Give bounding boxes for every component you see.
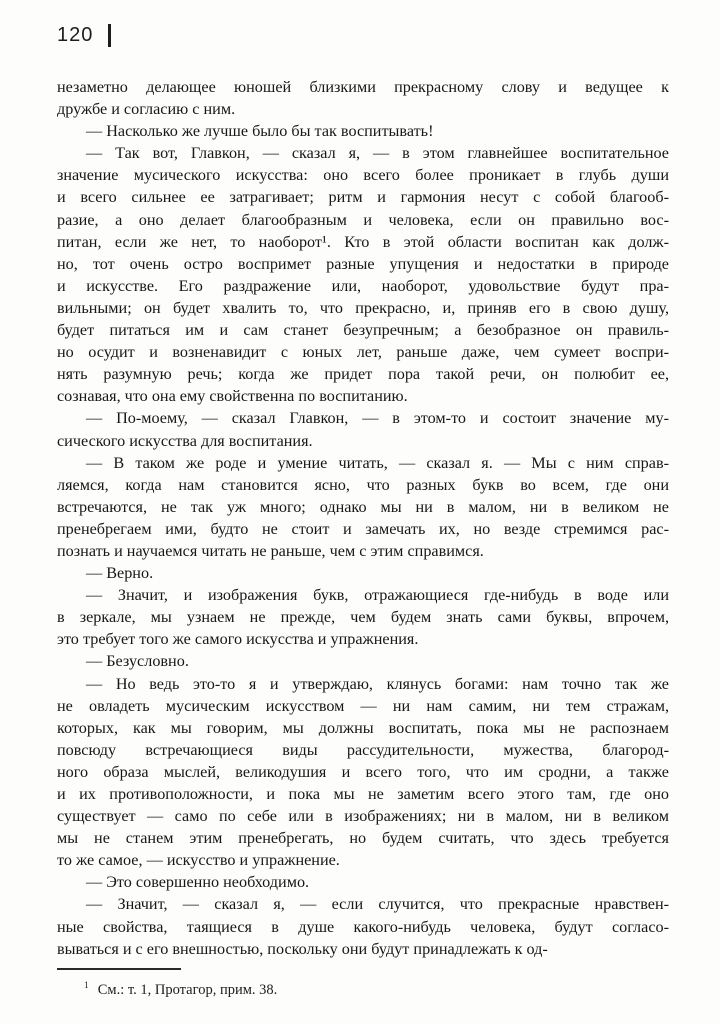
text-line: сознавая, что она ему свойственна по воспитанию. [57,387,408,406]
text-line: вываться и с его внешностью, поскольку они будут принадлежать к од- [57,939,548,958]
text-line: но, тот очень остро воспримет разные упущения и недостатки в природе [57,254,669,273]
text-line: мы не станем этим пренебрегать, но будем считать, что здесь требуется [57,829,669,848]
text-line: питан, если же нет, то наоборот¹. Кто в этой области воспитан как долж- [57,232,669,251]
text-line: разие, а оно делает благообразным и человека, если он правильно вос- [57,210,669,229]
text-line: нять разумную речь; когда же придет пора такой речи, он полюбит ее, [57,365,669,384]
text-line: ляемся, когда нам становится ясно, что разных букв во всем, где они [57,475,669,494]
text-line: — Верно. [86,564,154,583]
text-line: не овладеть мусическим искусством — ни нам самим, ни тем стражам, [57,696,669,715]
text-line: — Значит, и изображения букв, отражающиеся где-нибудь в воде или [86,586,669,605]
page-body [57,76,669,960]
page-header [57,24,111,47]
footnote-text: См.: т. 1, Протагор, прим. 38. [97,981,278,998]
text-line: незаметно делающее юношей близкими прекрасному слову и ведущее к [57,78,669,96]
text-line: будет питаться им и сам станет безупречным; а безобразное он правиль- [57,321,669,340]
text-line: значение мусического искусства: оно всего более проникает в глубь души [57,166,669,185]
footnote [57,968,669,999]
text-line: то же самое, — искусство и упражнение. [57,851,340,870]
text-line: повсюду встречающиеся виды рассудительности, мужества, благород- [57,740,669,759]
text-line: — Насколько же лучше было бы так воспитывать! [86,122,434,141]
text-line: это требует того же самого искусства и упражнения. [57,630,419,649]
text-line: — В таком же роде и умение читать, — сказал я. — Мы с ним справ- [86,453,669,472]
text-line: в зеркале, мы узнаем не прежде, чем будем знать сами буквы, впрочем, [57,608,669,627]
footnote-line [57,977,669,999]
text-line: — Так вот, Главкон, — сказал я, — в этом главнейшее воспитательное [86,144,669,163]
text-line: но осудит и возненавидит с юных лет, раньше даже, чем сумеет воспри- [57,343,669,362]
text-line: существует — само по себе или в изображениях; ни в малом, ни в великом [57,807,669,826]
text-line: — По-моему, — сказал Главкон, — в этом-то и состоит значение му- [86,409,669,428]
header-divider-bar [108,24,111,47]
text-line: сического искусства для воспитания. [57,431,313,450]
footnote-rule [57,968,181,970]
text-line: и их противоположности, и пока мы не заметим всего этого там, где оно [57,785,669,803]
text-line: встречаются, не так уж много; однако мы ни в малом, ни в великом не [57,497,669,516]
text-line: вильными; он будет хвалить то, что прекрасно, и, приняв его в свою душу, [57,298,669,317]
text-line: ные свойства, таящиеся в душе какого-нибудь человека, будут согласо- [57,917,669,936]
text-line: и искусстве. Его раздражение или, наоборот, удовольствие будут пра- [57,276,669,295]
text-line: которых, как мы говорим, мы должны воспитать, пока мы не распознаем [57,718,669,737]
text-line: — Безусловно. [86,652,189,671]
text-line: и всего сильнее ее затрагивает; ритм и гармония несут с собой благооб- [57,188,669,207]
text-line: дружбе и согласию с ним. [57,100,236,119]
text-line: познать и научаемся читать не раньше, чем с этим справимся. [57,541,484,560]
text-line: — Это совершенно необходимо. [86,873,310,892]
footnote-marker: 1 [84,981,89,991]
text-line: — Значит, — сказал я, — если случится, что прекрасные нравствен- [86,895,669,914]
text-line: пренебрегаем ими, будто не стоит и замечать их, но везде стремимся рас- [57,519,669,538]
page-number: 120 [57,24,94,46]
text-line: — Но ведь это-то я и утверждаю, клянусь богами: нам точно так же [86,674,669,693]
text-line: ного образа мыслей, великодушия и всего того, что им сродни, а также [57,762,669,781]
